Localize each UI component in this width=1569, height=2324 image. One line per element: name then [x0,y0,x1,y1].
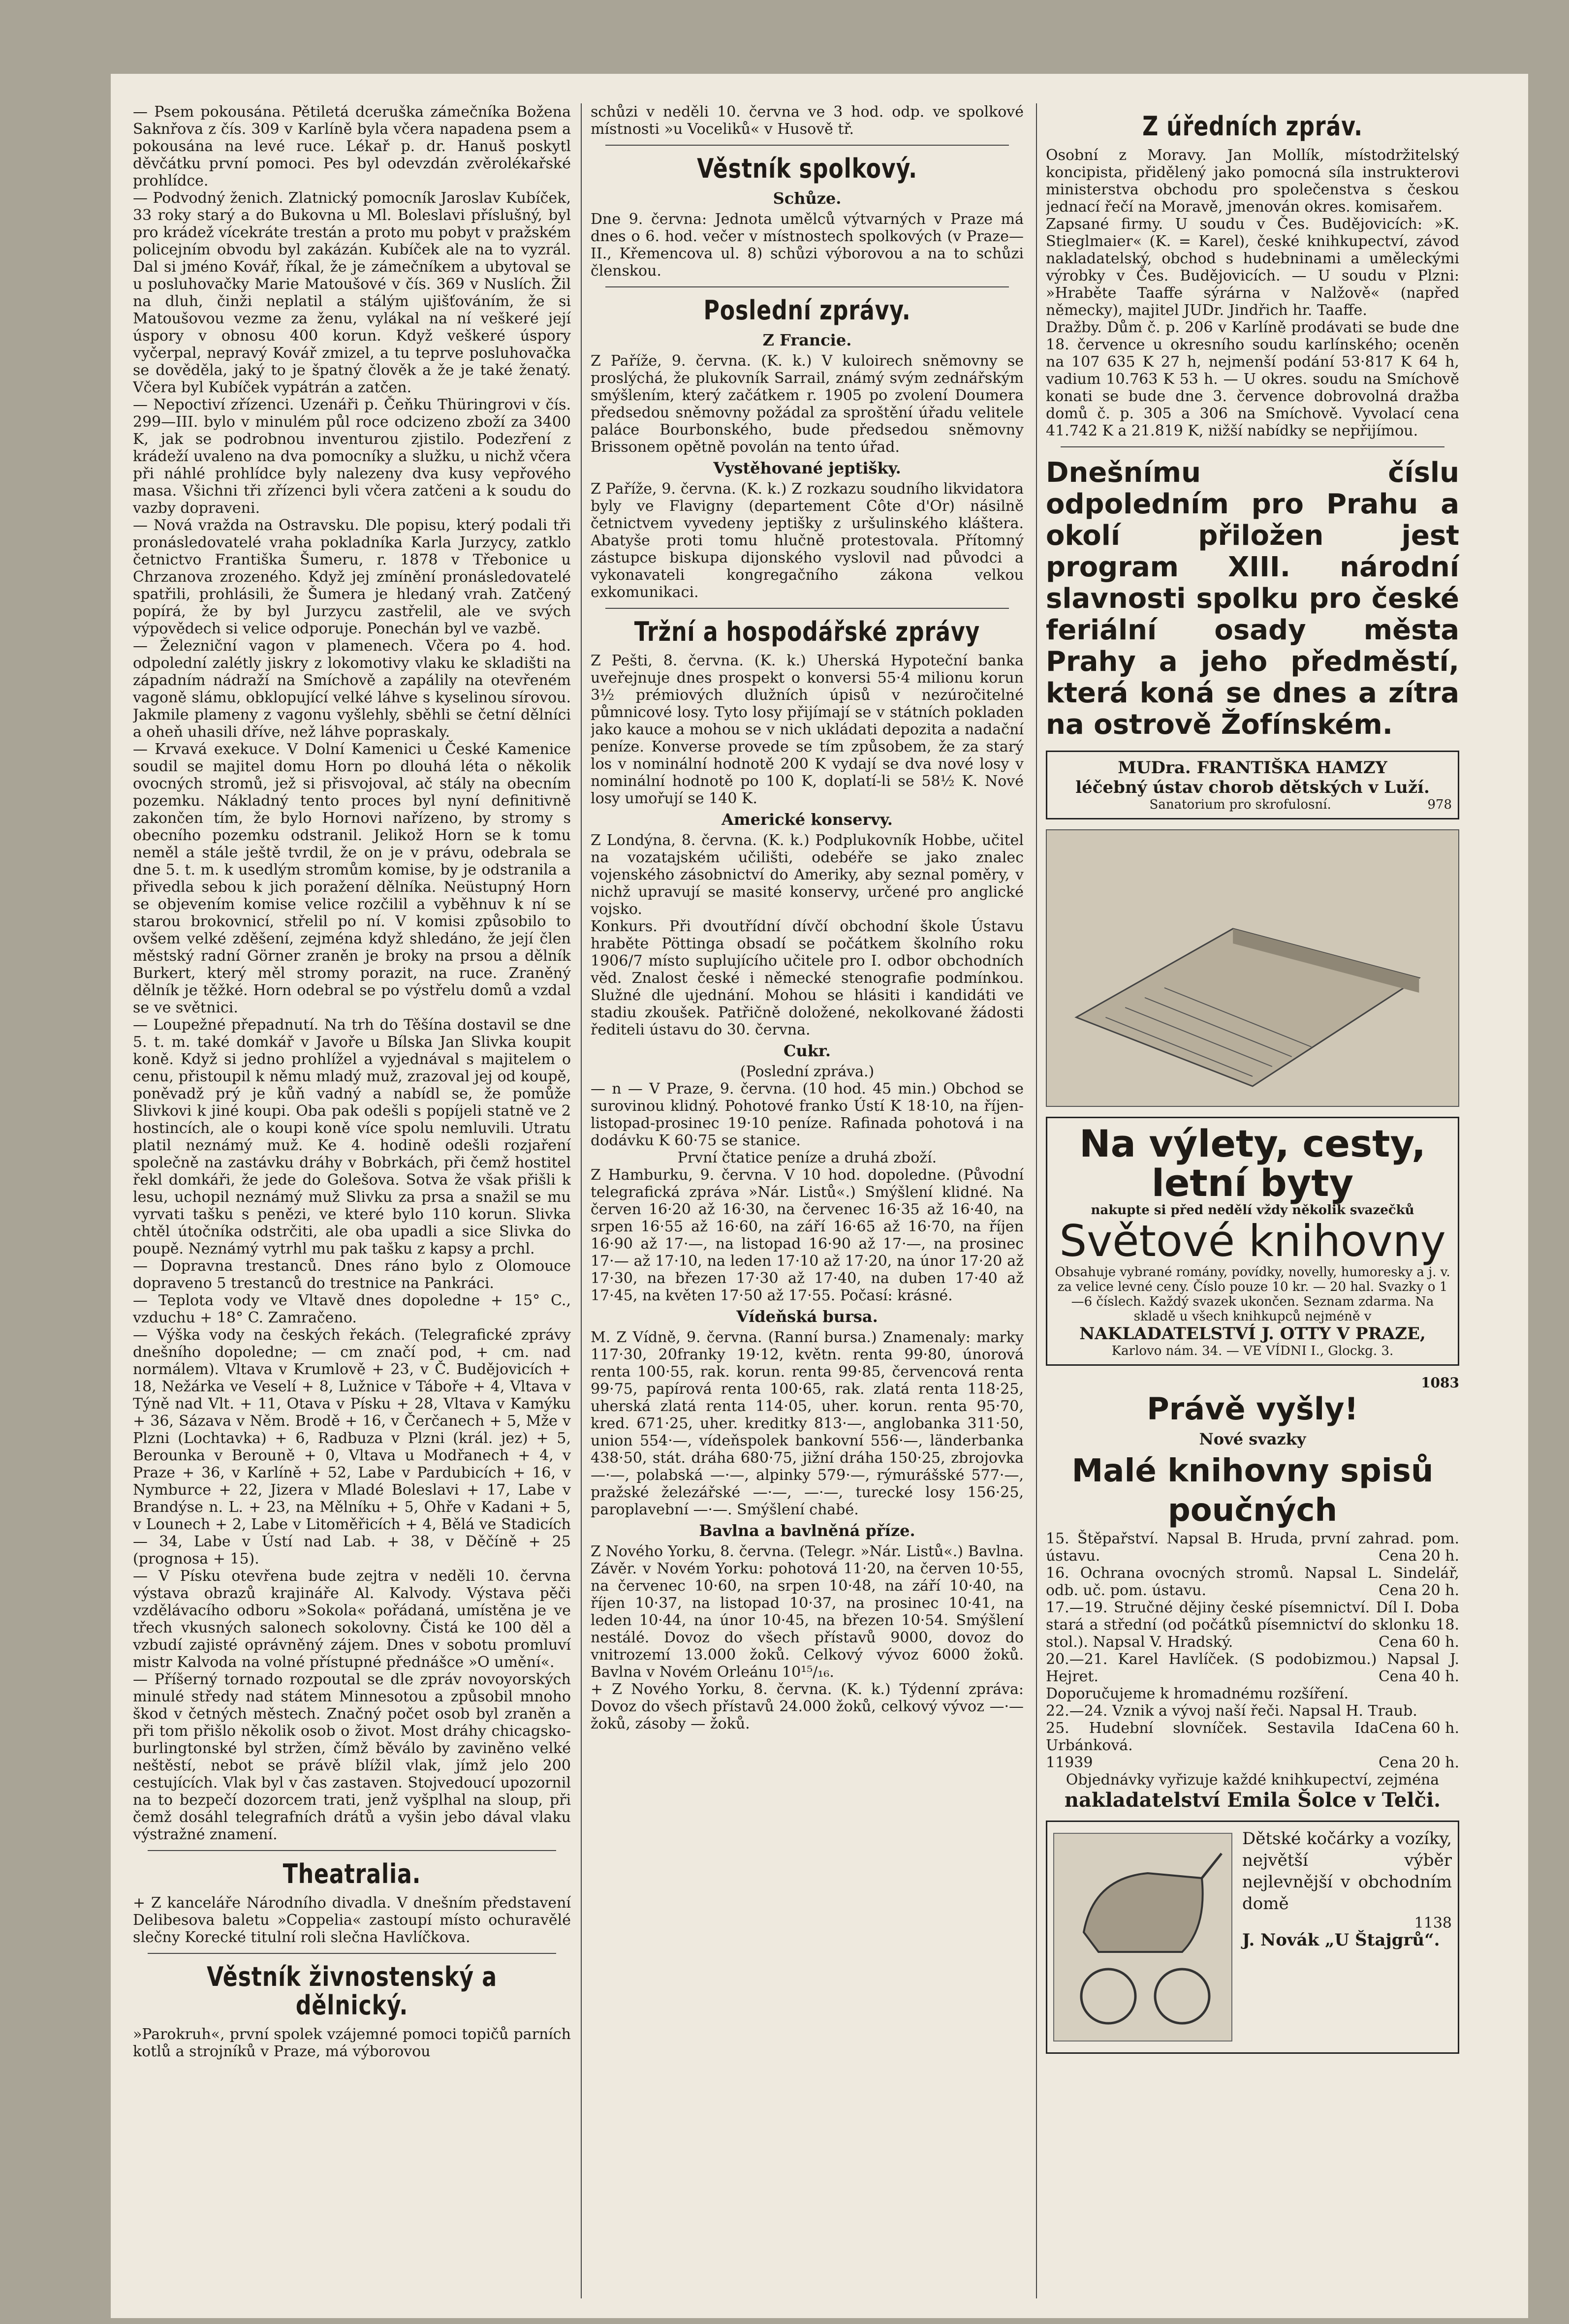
intro-text: schůzi v neděli 10. června ve 3 hod. odp. ve spolkové místnosti »u Voceliků« v Husově tř. [591,103,1024,138]
konkurs-text: Konkurs. Při dvoutřídní dívčí obchodní škole Ústavu hraběte Pöttinga obsadí se počátkem školního roku 1906/7 místo suplujícího učitele pro I. odbor obchodních věd. Znalost české i německé stenografie podmínkou. Služné dle ujednání. Mohou se hlásiti i kandidáti ve stadiu zkoušek. Patřičně doložené, nekolkované žádosti řediteli ústavu do 30. června. [591,918,1024,1038]
ad-trips-publisher: NAKLADATELSTVÍ J. OTTY V PRAZE, [1079,1324,1426,1344]
spolek-heading: Věstník spolkový. [697,153,917,184]
book-price: Cena 20 h. [1378,1582,1459,1599]
bavlna-text: Z Nového Yorku, 8. června. (Telegr. »Nár. Listů«.) Bavlna. Závěr. v Novém Yorku: pohotová 11·20, na červen 10·55, na červenec 10·60, na srpen 10·48, na září 10·40, na říjen 10·37, na listopad 10·37, na prosinec 10·41, na leden 10·44, na únor 10·45, na březen 10·54. Smýšlení nestálé. Dovoz do všech přístavů 9000, dovoz do vnitrozemí 13.000 žoků. Celkový vývoz 6000 žoků. Bavlna v Novém Orleánu 10¹⁵/₁₆. [591,1543,1024,1681]
cukr-note: (Poslední zpráva.) [740,1063,875,1080]
prave-subheading: Nové svazky [1199,1430,1306,1448]
theatre-text: + Z kanceláře Národního divadla. V dnešním představení Delibesova baletu »Coppelia« zastoupí místo ochuravělé slečny Korecké titulní roli slečna Havlíčkova. [133,1894,571,1946]
book-title: 11939 [1046,1754,1093,1771]
article-psem: — Psem pokousána. Pětiletá dceruška zámečníka Božena Saknřova z čís. 309 v Karlíně byla včera napadena psem a pokousána na levé ruce. Lékař p. dr. Hanuš poskytl děvčátku první pomoci. Pes byl odevzdán zvěrolékařské prohlídce. [133,103,571,189]
column-left [133,103,571,2298]
book-title: Doporučujeme k hromadnému rozšíření. [1046,1685,1349,1702]
book-title: 22.—24. Vznik a vývoj naší řeči. Napsal H. Traub. [1046,1702,1417,1720]
ad-trips-number: 1083 [1421,1375,1459,1391]
column-right [1046,103,1459,2298]
prave-series: Malé knihovny spisů poučných [1071,1453,1434,1529]
prave-publisher: nakladatelství Emila Šolce v Telči. [1064,1789,1441,1812]
ad-hamza-sub-text: Sanatorium pro skrofulosní. [1149,797,1331,812]
book-price: Cena 60 h. [1378,1633,1459,1651]
bavlna-subheading: Bavlna a bavlněná příze. [699,1521,915,1540]
article-vagon: — Železniční vagon v plamenech. Včera po 4. hod. odpolední zalétly jiskry z lokomotivy vlaku ke skladišti na západním nádraží na Smíchově a zapálily na otevřeném vagoně slámu, obklopující velké láhve s kyselinou sírovou. Jakmile plameny z vagonu vyšlehly, sběhli se četní dělníci a oheň uhasili dříve, než láhve popraskaly. [133,637,571,741]
ad-pram-name: J. Novák „U Štajgrů“. [1242,1930,1440,1950]
francie-text: Z Paříže, 9. června. (K. k.) V kuloirech sněmovny se proslýchá, že plukovník Sarrail, známý svým zednářským smýšlením, který začátkem r. 1905 po zvolení Doumera předsedou sněmovny požádal za sproštění úřadu velitele paláce Bourbonského, bude předsedou sněmovny Brissonem opětně povolán na tento úřad. [591,352,1024,456]
pram-illustration [1053,1833,1232,2041]
book-illustration [1046,829,1459,1107]
ad-pram [1046,1821,1459,2054]
article-vrazda: — Nová vražda na Ostravsku. Dle popisu, který podali tři pronásledovatelé vraha pokladníka Karla Jurzycy, zatklo četnictvo Františka Šumeru, r. 1878 v Třebonice u Chrzanova zrozeného. Když jej zmínění pronásledovatelé spatřili, prohlásili, že Šumera je hledaný vrah. Zatčený popírá, že by byl Jurzycu zastřelil, ale ve svých výpovědech si velice odporuje. Ponechán byl ve vazbě. [133,517,571,637]
column-divider [581,103,582,2298]
article-trestanci: — Dopravna trestanců. Dnes ráno bylo z Olomouce dopraveno 5 trestanců do trestnice na Pankráci. [133,1257,571,1292]
book-title: 16. Ochrana ovocných stromů. Napsal L. Sindelář, odb. uč. pom. ústavu. [1046,1565,1459,1599]
trade-heading: Věstník živnostenský a dělnický. [207,1961,497,2021]
ad-trips-line: nakupte si před nedělí vždy několik svazečků [1091,1203,1414,1218]
cukr-note-2: První čtatice peníze a druhá zboží. [677,1149,937,1166]
ad-pram-text: Dětské kočárky a vozíky, největší výběr nejlevnější v obchodním domě [1242,1829,1452,1914]
prave-order: Objednávky vyřizuje každé knihkupectví, zejména [1066,1771,1440,1789]
posledni-heading: Poslední zprávy. [703,295,911,326]
jeptisky-text: Z Paříže, 9. června. (K. k.) Z rozkazu soudního likvidatora byly ve Flavigny (departement Côte d'Or) násilně četnictvem vyvedeny jeptišky z uršulinského kláštera. Abatyše proti tomu hlučně protestovala. Přítomný zástupce biskupa dijonského vyslovil nad původci a vykonavateli kongregačního zákona velkou exkomunikaci. [591,480,1024,601]
schuze-subheading: Schůze. [773,189,842,208]
trzni-heading: Tržní a hospodářské zprávy [634,616,980,647]
program-notice: Dnešnímu číslu odpoledním pro Prahu a okolí přiložen jest program XIII. národní slavnosti spolku pro české feriální osady města Prahy a jeho předměstí, která koná se dnes a zítra na ostrově Žofínském. [1046,457,1459,741]
prave-heading: Právě vyšly! [1147,1391,1358,1427]
bavlna-text-2: + Z Nového Yorku, 8. června. (K. k.) Týdenní zpráva: Dovoz do všech přístavů 24.000 žoků, celkový vývoz —·— žoků, zásoby — žoků. [591,1681,1024,1732]
article-vyska-vody: — Výška vody na českých řekách. (Telegrafické zprávy dnešního dopoledne; — cm značí pod, + cm. nad normálem). Vltava v Krumlově + 23, v Č. Budějovicích + 18, Nežárka ve Veselí + 8, Lužnice v Táboře + 4, Vltava v Týně nad Vlt. + 11, Otava v Písku + 28, Vltava v Kamýku + 36, Sázava v Něm. Brodě + 16, v Čerčanech + 5, Mže v Plzni (Lochtavka) + 6, Radbuza v Plzni (král. jez) + 5, Berounka v Berouně + 0, Vltava u Modřanech + 4, v Praze + 36, v Karlíně + 52, Labe v Pardubicích + 16, v Nymburce + 22, Jizera v Mladé Boleslavi + 17, Labe v Brandýse n. L. + 23, na Mělníku + 5, Ohře v Kadani + 5, v Lounech + 2, Labe v Litoměřicích + 4, Bělá ve Stadicích — 34, Labe v Ústí nad Lab. + 38, v Děčíně + 25 (prognosa + 15). [133,1326,571,1568]
ad-hamza-sub [1053,797,1452,812]
book-title: 17.—19. Stručné dějiny české písemnictví. Díl I. Doba stará a střední (od počátků písemnictví do sklonku 18. stol.). Napsal V. Hradský. [1046,1599,1459,1651]
book-price: Cena 20 h. [1378,1547,1459,1565]
trade-text: »Parokruh«, první spolek vzájemné pomoci topičů parních kotlů a strojníků v Praze, má výborovou [133,2026,571,2060]
article-zrizenci: — Nepoctiví zřízenci. Uzenáři p. Čeňku Thüringrovi v čís. 299—III. bylo v minulém půl roce odcizeno zboží za 3400 K, jak se podrobnou inventurou zjistilo. Podezření z krádeží uvaleno na dva pomocníky a služku, u nichž včera při náhlé prohlídce byly nalezeny dva kusy vepřového masa. Všichni tři zřízenci byli včera zatčeni a k soudu do vazby dopraveni. [133,396,571,517]
book-item [1046,1685,1459,1702]
pram-icon [1054,1834,1231,2041]
hamburk-text: Z Hamburku, 9. června. V 10 hod. dopoledne. (Původní telegrafická zpráva »Nár. Listů«.) Smýšlení klidné. Na červen 16·20 až 16·30, na červenec 16·35 až 16·40, na srpen 16·55 až 16·60, na září 16·65 až 16·70, na říjen 16·90 až 17·—, na listopad 16·90 až 17·—, na prosinec 17·— až 17·10, na leden 17·10 až 17·20, na únor 17·20 až 17·30, na březen 17·30 až 17·40, na duben 17·40 až 17·45, na květen 17·50 až 17·55. Počasí: krásné. [591,1166,1024,1304]
book-item [1046,1530,1459,1565]
column-divider [1036,103,1037,2298]
book-price: Cena 20 h. [1378,1754,1459,1771]
newspaper-page [111,74,1528,2318]
book-list [1046,1530,1459,1771]
book-title: 15. Štěpařství. Napsal B. Hruda, první zahrad. pom. ústavu. [1046,1530,1459,1565]
firmy-text: Zapsané firmy. U soudu v Čes. Budějovicích: »K. Stieglmaier« (K. = Karel), české knihkupectví, závod nakladatelský, obchod s hudebninami a uměleckými výrobky v Čes. Budějovicích. — U soudu v Plzni: »Hraběte Taaffe sýrárna v Nalžově« (napřed německy), majitel JUDr. Jindřich hr. Taaffe. [1046,216,1459,319]
ad-trips-brand: Světové knihovny [1059,1216,1446,1266]
trzni-text: Z Pešti, 8. června. (K. k.) Uherská Hypoteční banka uveřejnuje dnes prospekt o konversi 55·4 milionu korun 3½ prémiových dlužních úpisů v nezúročitelné půmnicové losy. Tyto losy přijímají se v státních pokladen jako kauce a mohou se v nich ukládati depozita a nadační peníze. Konverse provede se tím způsobem, že za starý los v nominální hodnotě 200 K vydají se dva nové losy v nominální hodnotě po 100 K, doplatí-li se 58½ K. Nové losy umořují se 140 K. [591,652,1024,807]
ad-trips-title: Na výlety, cesty, letní byty [1079,1122,1426,1205]
article-pisek: — V Písku otevřena bude zejtra v neděli 10. června výstava obrazů krajináře Al. Kalvody. Výstava pěči vzdělávacího odboru »Sokola« pořádaná, umístěna je ve třech vkusných salonech sokolovny. Čistá ke 100 děl a vzbudí zajisté oprávněný zájem. Dnes v sobotu promluví mistr Kalvoda na volné přístupné přednášce »O umění«. [133,1568,571,1671]
divider [148,1850,556,1851]
ad-hamza [1046,751,1459,819]
ad-trips-desc: Obsahuje vybrané romány, povídky, novelly, humoresky a j. v. za velice levné ceny. Číslo pouze 10 kr. — 20 hal. Svazky o 1—6 číslech. Každý svazek ukončen. Seznam zdarma. Na skladě u všech knihkupců nejméně v [1055,1265,1450,1324]
article-tornado: — Příšerný tornado rozpoutal se dle zpráv novoyorských minulé středy nad státem Minnesotou a způsobil mnoho škod v četných městech. Značný počet osob byl zraněn a při tom přišlo několik osob o život. Most dráhy chicagsko-burlingtonské byl stržen, čímž běválo by zaviněno velké neštěstí, nebot se právě blížil vlak, jímž jelo 200 cestujících. Vlak byl v čas zastaven. Stojvedoucí upozornil na to bezpečí dozorcem trati, jenž vyšplhal na sloup, při čemž dosáhl telegrafních drátů a vyšin jebo dával vlaku výstražné znamení. [133,1671,571,1843]
book-item [1046,1599,1459,1651]
divider [148,1953,556,1954]
book-illustration-icon [1047,830,1458,1106]
americke-subheading: Americké konservy. [722,810,893,829]
book-title: 25. Hudební slovníček. Sestavila Ida Urbánková. [1046,1720,1379,1754]
theatre-heading: Theatralia. [282,1858,421,1889]
article-zenich: — Podvodný ženich. Zlatnický pomocník Jaroslav Kubíček, 33 roky starý a do Bukovna u Ml. Boleslavi příslušný, byl pro krádež vícekráte trestán a proto mu pobyt v pražském policejním obvodu byl zakázán. Kubíček ale na to vyzrál. Dal si jméno Kovář, říkal, že je zámečníkem a ubytoval se u posluhovačky Marie Matoušové v čís. 369 v Nuslích. Žil na dluh, činži neplatil a stálým ujišťováním, že si Matoušovou vezme za ženu, vylákal na ní veškeré její úspory v obnosu 400 korun. Když veškeré úspory vyčerpal, nepravý Kovář zmizel, a tu teprve posluhovačka se dověděla, jaký to je špatný člověk a že je také ženatý. Včera byl Kubíček vypátrán a zatčen. [133,189,571,396]
urad-heading: Z úředních zpráv. [1142,111,1363,142]
divider [605,286,1009,287]
article-prepadeni: — Loupežné přepadnutí. Na trh do Těšína dostavil se dne 5. t. m. také domkář v Javoře u Bílska Jan Slivka koupit koně. Když si jedno prohlížel a vyjednával s majitelem o cenu, přistoupil k němu mladý muž, zrazoval jej od koupě, poněvadž prý je kůň vadný a nabídl se, že pomůže Slivkovi k jiné koupi. Oba pak odešli s popíjeli statně ve 2 hostincích, ale o koupi koně více spolu nemluvili. Utratu platil neznámý muž. Ke 4. hodině odešli rozjaření společně na zastávku dráhy v Bobrkách, při čemž hostitel řekl domkáři, že jede do Golešova. Sotva že však přišli k lesu, uchopil neznámý muž Slivku za prsa a snažil se mu vyrvati tašku s penězi, ve které bylo 110 korun. Slivka chtěl útočníka odstrčiti, ale oba upadli a sice Slivka do poupě. Neznámý vytrhl mu pak tašku z kapsy a prchl. [133,1016,571,1257]
urad-text: Osobní z Moravy. Jan Mollík, místodržitelský koncipista, přidělený jako pomocná síla instrukterovi ministerstva obchodu pro společenstva s českou jednací řečí na Moravě, jmenován okres. komisařem. [1046,147,1459,216]
book-title: 20.—21. Karel Havlíček. (S podobizmou.) Napsal J. Hejret. [1046,1651,1459,1685]
article-exekuce: — Krvavá exekuce. V Dolní Kamenici u České Kamenice soudil se majitel domu Horn po dlouhá léta o několik ovocných stromů, jež si přisvojoval, ač stály na obecním pozemku. Nákladný tento proces byl nyní definitivně zakončen tím, že bylo Hornovi nařízeno, by stromy s obecního pozemku odstranil. Jelikož Horn se k tomu neměl a stále ještě tvrdil, že on je v právu, odebrala se dne 5. t. m. k usedlým stromům komise, by je odstranila a přivedla sebou k jich poražení dělníka. Neüstupný Horn se objevením komise velice rozčilil a vyběhnuv k ní se starou brokovnicí, střelil po ní. V komisi způsobilo to ovšem velké zděšení, zejména když shledáno, že její člen městský radní Görner zraněn je broky na prsou a dělník Burkert, který měl stromy porazit, na ruce. Zraněný dělník je těžké. Horn odebral se po výstřelu domů a vzdal se ve světnici. [133,741,571,1016]
column-middle [591,103,1024,2298]
book-item [1046,1651,1459,1685]
book-item [1046,1565,1459,1599]
ad-trips [1046,1117,1459,1366]
vidensky-subheading: Vídeňská bursa. [736,1307,878,1326]
ad-hamza-number: 978 [1427,797,1452,812]
ad-pram-number: 1138 [1414,1915,1452,1932]
americke-text: Z Londýna, 8. června. (K. k.) Podplukovník Hobbe, učitel na vozatajském učilišti, odebéře se jako znalec vojenského zásobnictví do Ameriky, aby seznal poměry, v nichž upravují se masité konservy, určené pro anglické vojsko. [591,832,1024,918]
article-teplota: — Teplota vody ve Vltavě dnes dopoledne + 15° C., vzduchu + 18° C. Zamračeno. [133,1292,571,1326]
divider [1061,446,1444,447]
book-price: Cena 40 h. [1378,1668,1459,1685]
drazby-text: Dražby. Dům č. p. 206 v Karlíně prodávati se bude dne 18. července u okresního soudu karlínského; oceněn na 107 635 K 27 h, nejmenší podání 53·817 K 64 h, vadium 10.763 K 53 h. — U okres. soudu na Smíchově konati se bude dne 3. července dobrovolná dražba domů č. p. 305 a 306 na Smíchově. Vyvolací cena 41.742 K a 21.819 K, nižší nabídky se nepřijímou. [1046,319,1459,440]
ad-hamza-line: léčebný ústav chorob dětských v Luží. [1075,778,1430,797]
divider [605,145,1009,146]
schuze-text: Dne 9. června: Jednota umělců výtvarných v Praze má dnes o 6. hod. večer v místnostech spolkových (v Praze—II., Křemencova ul. 8) schůzi výborovou a na to schůzi členskou. [591,211,1024,280]
ad-hamza-name: MUDra. FRANTIŠKA HAMZY [1118,758,1387,778]
francie-subheading: Z Francie. [762,331,852,349]
cukr-subheading: Cukr. [784,1041,831,1060]
ad-trips-address: Karlovo nám. 34. — VE VÍDNI I., Glockg. 3. [1111,1344,1394,1358]
divider [605,608,1009,609]
cukr-text: — n — V Praze, 9. června. (10 hod. 45 min.) Obchod se surovinou klidný. Pohotové franko Ústí K 18·10, na říjen-listopad-prosinec 19·10 peníze. Rafinada pohotová i na dodávku K 60·75 se stanice. [591,1080,1024,1149]
jeptisky-subheading: Vystěhované jeptišky. [713,459,901,477]
book-item [1046,1754,1459,1771]
vidensky-text: M. Z Vídně, 9. června. (Ranní bursa.) Znamenaly: marky 117·30, 20franky 19·12, květn. renta 99·80, únorová renta 100·55, rak. korun. renta 99·85, červencová renta 99·75, papírová renta 100·65, rak. zlatá renta 118·25, uherská zlatá renta 114·05, uher. korun. renta 95·70, kred. 671·25, uher. kreditky 813·—, anglobanka 311·50, union 554·—, vídeňspolek bankovní 556·—, länderbanka 438·50, stát. dráha 680·75, jižní dráha 150·25, zbrojovka —·—, polabská —·—, alpinky 579·—, rýmurášské 577·—, pražské železářské —·—, —·—, turecké losy 156·25, paroplavební —·—. Smýšlení chabé. [591,1329,1024,1518]
book-price: Cena 60 h. [1378,1720,1459,1737]
